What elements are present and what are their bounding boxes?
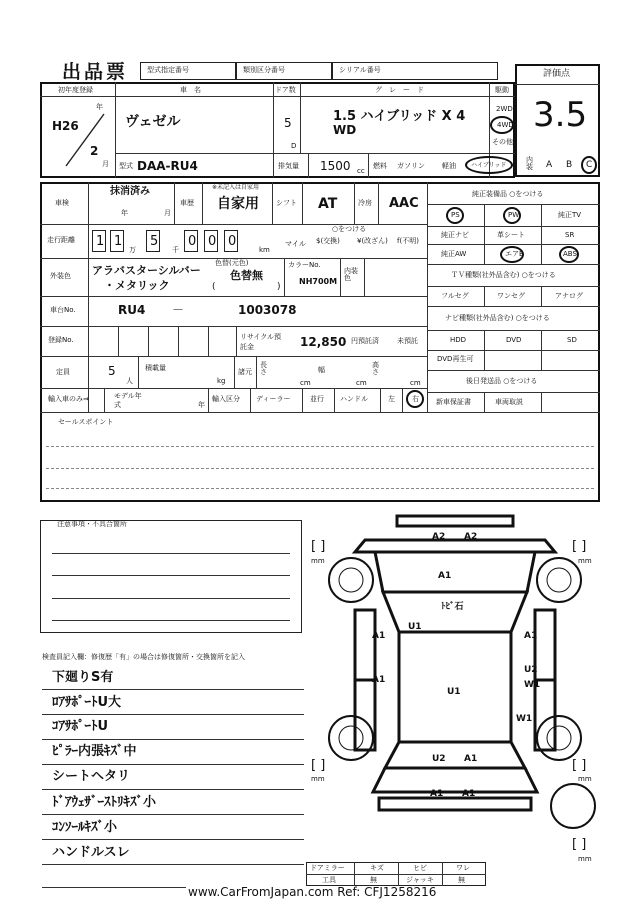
bracket-right: [ ] bbox=[572, 758, 587, 773]
mm-label: mm bbox=[578, 557, 592, 565]
mileage-digit: 0 bbox=[224, 230, 238, 252]
interior-c: C bbox=[586, 160, 593, 170]
vehicle-name: ヴェゼル bbox=[125, 114, 181, 130]
rating-label: 評価点 bbox=[543, 69, 571, 79]
first-reg-year: H26 bbox=[52, 119, 79, 133]
recycle-label: リサイクル預託金 bbox=[240, 333, 282, 351]
fuel-hybrid: ハイブリッド bbox=[471, 162, 507, 169]
chassis-dash: － bbox=[172, 303, 185, 317]
mirror-header: ヒビ bbox=[413, 864, 427, 872]
handle-left: 左 bbox=[388, 395, 395, 403]
capacity-label: 定員 bbox=[56, 368, 70, 376]
type-designation-field: 型式指定番号 bbox=[140, 62, 236, 80]
mileage-digit: 0 bbox=[184, 230, 198, 252]
interior-c-circle bbox=[581, 156, 597, 174]
note-line: ハンドルスレ bbox=[52, 845, 130, 860]
mileage-digit: 1 bbox=[92, 230, 106, 252]
load-unit: kg bbox=[217, 377, 226, 385]
drive-other: その他 bbox=[492, 138, 513, 146]
damage-mark: U1 bbox=[408, 622, 422, 632]
ac-value: AAC bbox=[389, 196, 419, 211]
drive-2wd: 2WD bbox=[496, 105, 513, 113]
mirror-header: ワレ bbox=[456, 864, 470, 872]
after-title: 後日発送品 ○をつける bbox=[466, 377, 538, 385]
interior-label: 内装 bbox=[526, 156, 533, 171]
color-value: アラバスターシルバー bbox=[92, 264, 201, 277]
mm-label: mm bbox=[578, 775, 592, 783]
note-line: ｺﾝｿｰﾙｷｽﾞ小 bbox=[52, 820, 118, 835]
car-diagram bbox=[305, 510, 605, 860]
recycle-unit: 円預託済 bbox=[351, 337, 379, 345]
classification-field: 類別区分番号 bbox=[236, 62, 332, 80]
damage-mark: A1 bbox=[372, 631, 386, 641]
chassis-prefix: RU4 bbox=[118, 303, 146, 317]
shift-label: シフト bbox=[276, 199, 297, 207]
equip-sr: SR bbox=[565, 231, 575, 239]
equip-pw-circle bbox=[503, 207, 521, 224]
color-no-label: カラーNo. bbox=[288, 261, 321, 269]
dim-width-unit: cm bbox=[356, 379, 367, 387]
damage-mark: A1 bbox=[524, 631, 538, 641]
mileage-digit: 1 bbox=[110, 230, 124, 252]
damage-mark: A2 bbox=[464, 532, 478, 542]
month-unit: 月 bbox=[102, 160, 109, 168]
mirror-cell: ジャッキ bbox=[406, 876, 434, 884]
mm-label: mm bbox=[311, 557, 325, 565]
mm-label: mm bbox=[578, 855, 592, 863]
mileage-digit: 0 bbox=[204, 230, 218, 252]
serial-field: シリアル番号 bbox=[332, 62, 498, 80]
capacity-unit: 人 bbox=[126, 377, 133, 385]
import-parallel: 並行 bbox=[310, 395, 324, 403]
caution-box bbox=[40, 520, 302, 633]
tv-analog: アナログ bbox=[555, 292, 583, 300]
inspector-label: 検査員記入欄：修復歴「有」の場合は修復箇所・交換箇所を記入 bbox=[42, 653, 245, 661]
dim-height-unit: cm bbox=[410, 379, 421, 387]
inspection-label: 車検 bbox=[55, 199, 69, 207]
damage-mark: A2 bbox=[432, 532, 446, 542]
meter-unknown: f(不明) bbox=[397, 237, 419, 245]
note-line: ﾛｱｻﾎﾟｰﾄU大 bbox=[52, 695, 122, 710]
year-unit: 年 bbox=[96, 103, 103, 111]
form-title: 出品票 bbox=[62, 61, 129, 83]
meter-exchange: $(交換) bbox=[316, 237, 340, 245]
bracket-left: [ ] bbox=[311, 539, 326, 554]
mirror-cell: 無 bbox=[370, 876, 377, 884]
damage-mark: A1 bbox=[438, 571, 452, 581]
import-dealer: ディーラー bbox=[256, 395, 291, 403]
dvd-label: DVD再生可 bbox=[437, 355, 474, 363]
tv-fullseg: フルセグ bbox=[441, 292, 469, 300]
interior-color-label: 内装色 bbox=[344, 267, 358, 282]
grade-label: グ レ ー ド bbox=[375, 86, 424, 94]
drive-4wd-circle bbox=[490, 116, 514, 134]
damage-mark: W1 bbox=[524, 680, 541, 690]
inspection-month-unit: 月 bbox=[164, 209, 171, 217]
history-label: 車歴 bbox=[180, 199, 194, 207]
color-change-label: 色替(元色) bbox=[215, 259, 249, 267]
drive-4wd: 4WD bbox=[497, 121, 514, 129]
equipment-title: 純正装備品 ○をつける bbox=[472, 190, 544, 198]
damage-mark: W1 bbox=[516, 714, 533, 724]
chassis-label: 車台No. bbox=[50, 306, 76, 314]
handle-right: 右 bbox=[412, 395, 419, 403]
first-reg-month: 2 bbox=[90, 144, 99, 158]
cc-label: 排気量 bbox=[278, 162, 299, 170]
model-year-unit: 年 bbox=[198, 401, 205, 409]
doors-suffix: D bbox=[291, 142, 297, 150]
dims-label: 諸元 bbox=[238, 368, 252, 376]
dim-length-unit: cm bbox=[300, 379, 311, 387]
doors-value: 5 bbox=[284, 116, 292, 130]
tv-title: ＴＶ種類(社外品含む) ○をつける bbox=[451, 271, 556, 279]
model-value: DAA-RU4 bbox=[137, 159, 198, 173]
equip-airbag: エアB bbox=[505, 250, 524, 258]
cc-unit: cc bbox=[357, 167, 365, 175]
damage-mark: A1 bbox=[464, 754, 478, 764]
recycle-amount: 12,850 bbox=[300, 335, 347, 349]
interior-b: B bbox=[566, 160, 573, 170]
caution-label: 注意事項・不具合箇所 bbox=[54, 521, 130, 528]
color-change-value: 色替無 bbox=[230, 269, 263, 282]
bracket-left: [ ] bbox=[311, 758, 326, 773]
fuel-hybrid-circle bbox=[465, 156, 513, 174]
mirror-header: ドアミラー bbox=[310, 864, 345, 872]
first-reg-label: 初年度登録 bbox=[58, 86, 93, 94]
cc-value: 1500 bbox=[320, 159, 351, 173]
equip-pw: PW bbox=[508, 211, 520, 219]
damage-mark: ﾄﾋﾞ石 bbox=[441, 602, 464, 612]
damage-mark: U2 bbox=[524, 665, 538, 675]
color-label: 外装色 bbox=[50, 272, 71, 280]
mm-label: mm bbox=[311, 775, 325, 783]
equip-leather: 革シート bbox=[497, 231, 525, 239]
color-no-value: NH700M bbox=[299, 277, 338, 286]
chassis-number: 1003078 bbox=[238, 303, 297, 317]
dim-length-label: 長さ bbox=[260, 361, 267, 376]
equip-airbag-circle bbox=[500, 246, 524, 263]
damage-mark: U1 bbox=[447, 687, 461, 697]
tv-oneseg: ワンセグ bbox=[497, 292, 525, 300]
note-line: ﾄﾞｱｳｪｻﾞｰｽﾄﾘｷｽﾞ小 bbox=[52, 795, 157, 810]
color-line2: ・メタリック bbox=[104, 279, 170, 292]
ac-label: 冷房 bbox=[358, 199, 372, 207]
reg-slash bbox=[60, 110, 110, 170]
note-line: シートヘタリ bbox=[52, 769, 131, 784]
mileage-digit: 5 bbox=[146, 230, 160, 252]
recycle-unpaid: 未預託 bbox=[397, 337, 418, 345]
mileage-sen: 千 bbox=[172, 246, 179, 254]
watermark-text: www.CarFromJapan.com Ref: CFJ1258216 bbox=[188, 885, 437, 899]
load-label: 積載量 bbox=[145, 364, 166, 372]
reg-no-label: 登録No. bbox=[48, 336, 74, 344]
interior-a: A bbox=[546, 160, 553, 170]
navi-title: ナビ種類(社外品含む) ○をつける bbox=[445, 314, 550, 322]
mirror-header: キズ bbox=[370, 864, 384, 872]
equip-abs: ABS bbox=[563, 250, 577, 258]
note-line: ｺｱｻﾎﾟｰﾄU bbox=[52, 719, 109, 734]
mileage-man: 万 bbox=[129, 246, 136, 254]
dim-height-label: 高さ bbox=[372, 361, 379, 376]
selling-points-label: セールスポイント bbox=[58, 418, 114, 426]
mileage-km: km bbox=[259, 246, 270, 254]
equip-ps: PS bbox=[451, 211, 460, 219]
bracket-right: [ ] bbox=[572, 539, 587, 554]
capacity-value: 5 bbox=[108, 364, 116, 378]
after-warranty: 新車保証書 bbox=[436, 398, 471, 406]
fuel-label: 燃料 bbox=[373, 162, 387, 170]
equip-navi: 純正ナビ bbox=[441, 231, 469, 239]
mileage-label: 走行距離 bbox=[47, 236, 75, 244]
meter-tampered: ¥(改ざん) bbox=[357, 237, 388, 245]
import-type-label: 輸入区分 bbox=[212, 395, 240, 403]
name-label: 車 名 bbox=[180, 86, 201, 94]
damage-mark: A1 bbox=[430, 789, 444, 799]
damage-mark: A1 bbox=[462, 789, 476, 799]
grade-line2: WD bbox=[333, 123, 357, 137]
navi-hdd: HDD bbox=[450, 336, 467, 344]
drive-label: 駆動 bbox=[495, 86, 509, 94]
doors-label: ドア数 bbox=[275, 86, 296, 94]
equip-tv: 純正TV bbox=[558, 211, 582, 219]
note-line: ﾋﾟﾗｰ内張ｷｽﾞ中 bbox=[52, 744, 137, 759]
handle-label: ハンドル bbox=[340, 395, 368, 403]
history-note: ※未記入は自家用 bbox=[212, 184, 260, 191]
mirror-cell: 工具 bbox=[322, 876, 336, 884]
damage-mark: A1 bbox=[372, 675, 386, 685]
shift-value: AT bbox=[318, 196, 338, 212]
handle-right-circle bbox=[406, 390, 424, 408]
import-label: 輸入車のみ⇒ bbox=[48, 395, 89, 403]
mirror-cell: 無 bbox=[458, 876, 465, 884]
grade-value: 1.5 ハイブリッド X 4 bbox=[333, 109, 466, 124]
rating-value: 3.5 bbox=[533, 95, 588, 135]
model-label: 型式 bbox=[119, 162, 133, 170]
history-value: 自家用 bbox=[217, 196, 259, 212]
navi-dvd: DVD bbox=[506, 336, 522, 344]
fuel-gasoline: ガソリン bbox=[397, 162, 425, 170]
inspection-value: 抹消済み bbox=[110, 186, 150, 197]
inspection-year-unit: 年 bbox=[121, 209, 128, 217]
note-line: 下廻りS有 bbox=[52, 670, 114, 685]
equip-abs-circle bbox=[559, 246, 579, 263]
model-year-label: モデル年式 bbox=[114, 392, 142, 409]
meter-note: ○をつける bbox=[332, 225, 367, 233]
equip-ps-circle bbox=[446, 207, 464, 224]
equip-aw: 純正AW bbox=[441, 250, 467, 258]
damage-mark: U2 bbox=[432, 754, 446, 764]
mile-label: マイル bbox=[285, 240, 306, 248]
fuel-diesel: 軽油 bbox=[442, 162, 456, 170]
navi-sd: SD bbox=[567, 336, 577, 344]
bracket-right: [ ] bbox=[572, 837, 587, 852]
after-manual: 車両取説 bbox=[495, 398, 523, 406]
dim-width-label: 幅 bbox=[318, 366, 325, 374]
